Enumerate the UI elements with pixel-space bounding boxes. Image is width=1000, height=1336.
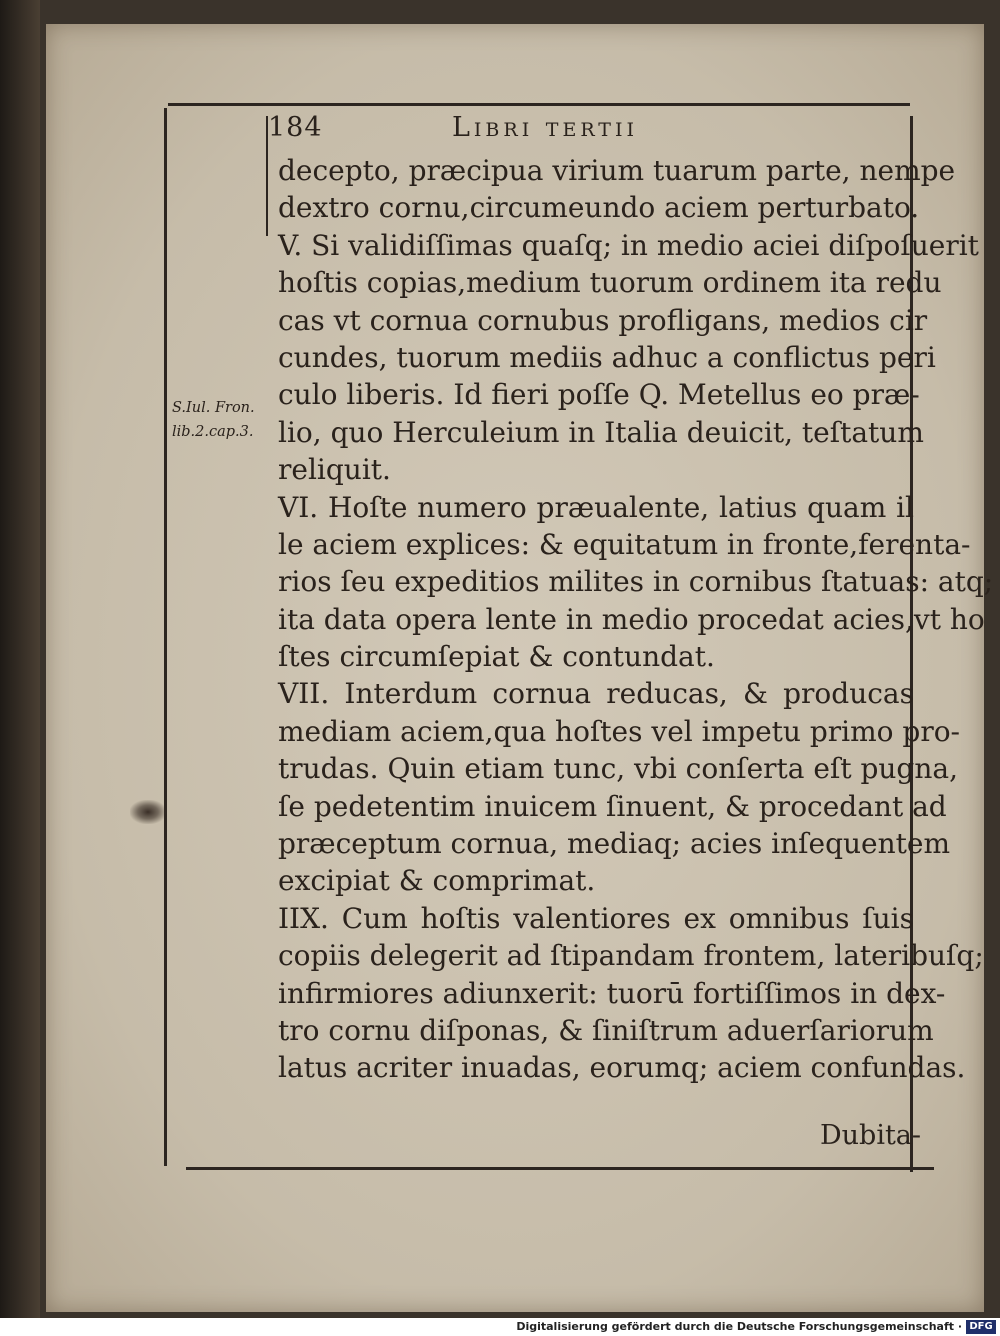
text-line: ſe pedetentim inuicem ſinuent, & procedant ad [278,789,947,823]
text-line: VI. Hoſte numero præualente, latius quam il [278,490,914,524]
margin-note-line: lib.2.cap.3. [172,424,254,440]
footer-bar [0,1318,1000,1336]
running-title: Libri tertii [452,112,638,143]
text-line: cundes, tuorum mediis adhuc a conflictus peri [278,340,936,374]
dfg-logo: DFG [966,1320,996,1334]
catchword: Dubita- [820,1120,922,1151]
text-line: trudas. Quin etiam tunc, vbi conſerta eſt pugna, [278,752,958,786]
footer-credit: Digitalisierung gefördert durch die Deutsche Forschungsgemeinschaft · [516,1320,962,1333]
text-line: lio, quo Herculeium in Italia deuicit, teſtatum [278,415,924,449]
text-line: culo liberis. Id fieri poſſe Q. Metellus eo præ- [278,378,920,412]
margin-note [172,396,268,444]
text-line: excipiat & comprimat. [278,864,596,898]
body-text [278,152,994,1087]
page-header [262,112,912,152]
ink-stain [130,800,166,824]
book-spine [0,0,40,1318]
text-line: copiis delegerit ad ſtipandam frontem, lateribuſq; [278,939,984,973]
text-line: ita data opera lente in medio procedat acies,vt ho [278,602,985,636]
margin-note-line: S.Iul. Fron. [172,400,255,416]
text-line: ſtes circumſepiat & contundat. [278,640,715,674]
text-line: V. Si validiſſimas quaſq; in medio aciei diſpoſuerit [278,228,979,262]
text-line: dextro cornu,circumeundo aciem perturbato. [278,191,920,225]
frame-left-rule [164,108,167,1166]
page-number: 184 [268,112,323,143]
frame-bottom-rule [186,1167,934,1170]
text-line: hoſtis copias,medium tuorum ordinem ita redu [278,266,942,300]
frame-top-rule [168,103,910,106]
text-line: reliquit. [278,453,391,487]
text-line: IIX. Cum hoſtis valentiores ex omnibus ſuis [278,901,914,935]
text-line: mediam aciem,qua hoſtes vel impetu primo pro- [278,714,961,748]
text-line: cas vt cornua cornubus profligans, medios cir [278,303,928,337]
text-line: le aciem explices: & equitatum in fronte,ferenta- [278,527,971,561]
text-line: decepto, præcipua virium tuarum parte, nempe [278,154,956,187]
text-line: præceptum cornua, mediaq; acies inſequentem [278,827,950,861]
text-line: latus acriter inuadas, eorumq; aciem confundas. [278,1051,966,1085]
text-line: rios ſeu expeditios milites in cornibus ſtatuas: atq; [278,565,994,599]
text-line: infirmiores adiunxerit: tuorū fortiſſimos in dex- [278,976,946,1010]
text-line: tro cornu diſponas, & ſiniſtrum aduerſariorum [278,1013,934,1047]
text-line: VII. Interdum cornua reducas, & producas [278,677,914,711]
